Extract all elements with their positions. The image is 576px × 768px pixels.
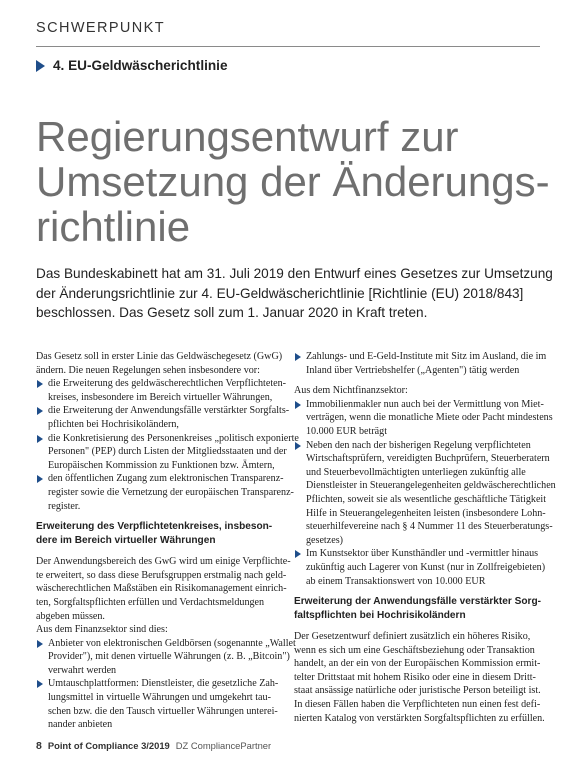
text-line: pflichten bei Hochrisikoländern, [48,418,179,430]
text-line: Hilfe in Steuerangelegenheiten leisten (insbesondere Lohn- [306,507,546,519]
text-line: und Steuerbevollmächtigten unterliegen zukünftig alle [306,466,526,478]
text-line: kreises, insbesondere im Bereich virtueller Währungen, [48,391,273,403]
list-item [36,472,294,513]
heading-line: faltspflichten bei Hochrisikoländern [294,610,466,622]
text-line: ändern. Die neuen Regelungen sehen insbesondere vor: [36,364,260,376]
text-line: die Konkretisierung des Personenkreises „politisch exponierte [48,432,299,444]
lead-line: Das Bundeskabinett hat am 31. Juli 2019 den Entwurf eines Gesetzes zur Umsetzung [36,266,553,281]
section-heading [294,595,540,623]
text-line: register. [48,500,81,512]
brand-name: DZ CompliancePartner [175,740,272,751]
title-line: richtlinie [36,203,191,250]
text-line: staat ansässige natürliche oder juristische Person beteiligt ist. [294,685,541,697]
text-line: den öffentlichen Zugang zum elektronischen Transparenz- [48,473,284,485]
text-line: In diesen Fällen haben die Verpflichteten nun einen fest defi- [294,699,541,711]
left-column [36,350,299,732]
text-line: lungsmittel in virtuelle Währungen und umgekehrt tau- [48,692,271,704]
text-line: register sowie die Vernetzung der europäischen Transparenz- [48,486,294,498]
article-title [36,113,550,250]
lead-line: der Änderungsrichtlinie zur 4. EU-Geldwäscherichtlinie [Richtlinie (EU) 2018/843] [36,285,524,301]
section-header [36,12,540,47]
list-item [294,350,547,377]
text-line: 10.000 EUR beträgt [306,425,388,437]
text-line: Pflichten, soweit sie als wesentliche geschäftliche Tätigkeit [306,493,547,505]
text-line: wäscherechtlichen Maßstäben ein Risikomanagement einrich- [36,583,287,595]
section-title: SCHWERPUNKT [36,20,165,36]
list-item [294,398,553,439]
triangle-marker-icon [36,60,45,72]
heading-line: dere im Bereich virtueller Währungen [36,535,216,547]
text-line: Umtauschplattformen: Dienstleister, die gesetzliche Zah- [48,678,279,690]
lead-paragraph [36,264,553,323]
title-line: Regierungsentwurf zur [36,113,459,160]
text-line: Dienstleister in Steuerangelegenheiten geldwäscherechtlichen [306,480,556,492]
nonfinancial-label: Aus dem Nichtfinanzsektor: [294,385,408,397]
heading-line: Erweiterung der Anwendungsfälle verstärkter Sorg- [294,596,541,608]
lead-line: beschlossen. Das Gesetz soll zum 1. Januar 2020 in Kraft treten. [36,305,428,320]
text-line: verwahrt werden [48,664,117,676]
list-item [36,432,299,473]
text-line: gesetzes) [306,534,343,546]
body-paragraph [36,555,291,637]
text-line: handelt, an der ein von der Europäischen Kommission ermit- [294,658,541,670]
text-line: wenn es sich um eine Geschäftsbeziehung oder Transaktion [294,644,535,656]
text-line: Zahlungs- und E-Geld-Institute mit Sitz im Ausland, die im [306,351,547,362]
heading-line: Erweiterung des Verpflichtetenkreises, insbeson- [36,521,273,533]
text-line: schen bzw. die den Tausch virtueller Währungen unterei- [48,705,278,717]
text-line: Im Kunstsektor über Kunsthändler und -vermittler hinaus [306,548,539,560]
text-line: te erweitert, so dass diese Berufsgruppen erstmalig nach geld- [36,569,287,581]
subheading [36,58,228,73]
text-line: Das Gesetz soll in erster Linie das Geldwäschegesetz (GwG) [36,351,283,362]
list-item [294,547,546,588]
page-number: 8 [36,740,42,752]
section-heading [36,520,282,548]
text-line: Personen" (PEP) durch Listen der Mitgliedsstaaten und der [48,446,287,458]
right-column [294,350,556,725]
page-footer [36,740,271,752]
title-line: Umsetzung der Änderungs- [36,158,550,205]
text-line: ab einem Transaktionswert von 10.000 EUR [306,575,486,587]
subheading-text: 4. EU-Geldwäscherichtlinie [53,58,228,73]
text-line: Inland über Vertriebshelfer („Agenten") tätig werden [306,364,520,376]
text-line: steuerhilfevereine nach § 4 Nummer 11 des Steuerberatungs- [306,521,553,533]
text-line: nander anbieten [48,719,113,731]
text-line: die Erweiterung des geldwäscherechtlichen Verpflichteten- [48,378,287,390]
text-line: Der Anwendungsbereich des GwG wird um einige Verpflichte- [36,556,291,568]
list-item [36,377,287,404]
text-line: Provider"), mit denen virtuelle Währungen (z. B. „Bitcoin") [48,651,290,663]
text-line: abgeben müssen. [36,610,105,622]
text-line: telter Drittstaat mit hohem Risiko oder eine in diesem Dritt- [294,671,536,683]
text-line: ten, Sorgfaltspflichten erfüllen und Verdachtsmeldungen [36,596,265,608]
text-line: Neben den nach der bisherigen Regelung verpflichteten [306,439,531,451]
text-line: Anbieter von elektronischen Geldbörsen (sogenannte „Wallet [48,637,296,649]
text-line: Wirtschaftsprüfern, vereidigten Buchprüfern, Steuerberatern [306,453,550,465]
intro-paragraph [36,350,282,377]
body-paragraph [294,630,545,725]
text-line: nierten Katalog von verstärkten Sorgfaltspflichten zu erfüllen. [294,712,545,724]
text-line: Der Gesetzentwurf definiert zusätzlich ein höheres Risiko, [294,631,531,643]
text-line: Europäischen Kommission zu Funktionen bzw. Ämtern, [48,459,275,471]
list-item [36,637,296,678]
text-line: zukünftig auch Lagerer von Kunst (nur in Zollfreigebieten) [306,561,546,573]
text-line: Immobilienmakler nun auch bei der Vermittlung von Miet- [306,398,544,410]
list-item [36,404,290,431]
text-line: Aus dem Finanzsektor sind dies: [36,624,168,636]
publication-name: Point of Compliance 3/2019 [47,740,170,751]
text-line: die Erweiterung der Anwendungsfälle verstärkter Sorgfalts- [48,405,290,417]
text-line: verträgen, wenn die monatliche Miete oder Pacht mindestens [306,412,553,424]
list-item [36,677,282,731]
list-item [294,439,556,548]
